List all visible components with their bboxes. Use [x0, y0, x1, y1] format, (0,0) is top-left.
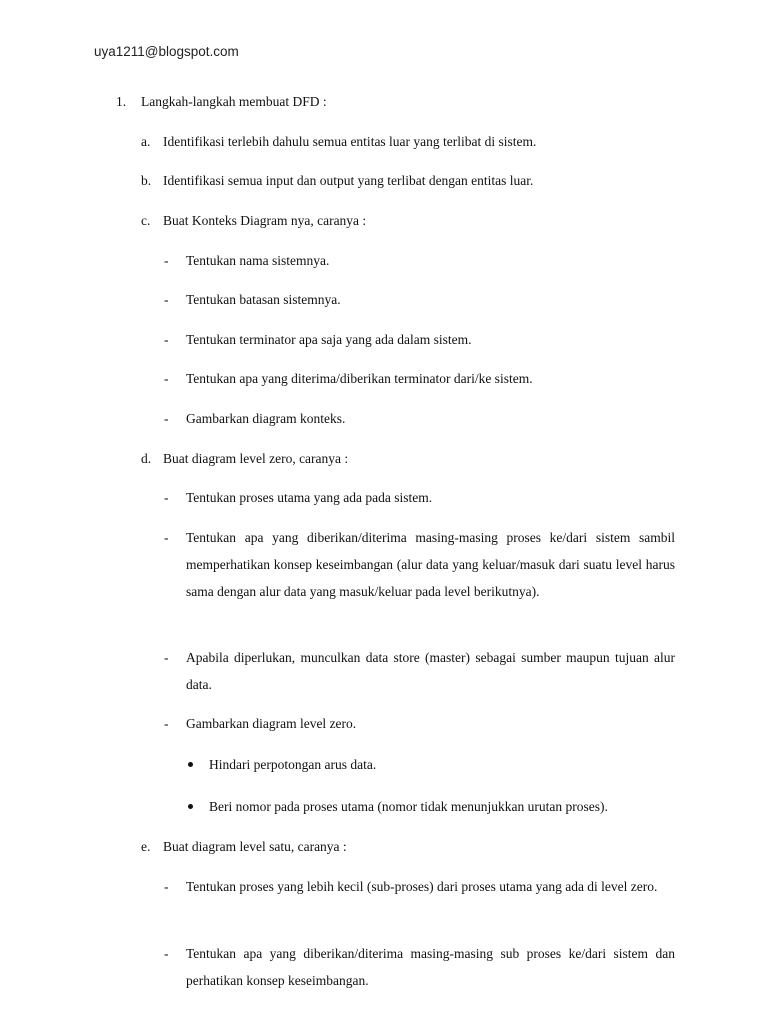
dash-marker: -	[164, 332, 169, 347]
item-c-text: Buat Konteks Diagram nya, caranya :	[163, 213, 367, 228]
item-e-marker: e.	[141, 839, 151, 854]
dash-marker: -	[164, 490, 169, 505]
d-item-4: Gambarkan diagram level zero.	[186, 716, 357, 731]
item-d-text: Buat diagram level zero, caranya :	[163, 451, 349, 466]
e-item-2: Tentukan apa yang diberikan/diterima masing-masing sub proses ke/dari sistem dan perhatikan konsep keseimbangan.	[186, 946, 675, 988]
dash-marker: -	[164, 946, 169, 961]
item-1-text: Langkah-langkah membuat DFD :	[141, 94, 327, 109]
item-e-text: Buat diagram level satu, caranya :	[163, 839, 347, 854]
c-item-5: Gambarkan diagram konteks.	[186, 411, 346, 426]
c-item-2: Tentukan batasan sistemnya.	[186, 292, 341, 307]
dash-marker: -	[164, 879, 169, 894]
d-item-3: Apabila diperlukan, munculkan data store (master) sebagai sumber maupun tujuan alur data.	[186, 650, 675, 692]
item-a-text: Identifikasi terlebih dahulu semua entitas luar yang terlibat di sistem.	[163, 134, 537, 149]
c-item-1: Tentukan nama sistemnya.	[186, 253, 330, 268]
d-item-1: Tentukan proses utama yang ada pada sistem.	[186, 490, 433, 505]
d-bullet-1: Hindari perpotongan arus data.	[209, 757, 377, 772]
dash-marker: -	[164, 411, 169, 426]
item-d-marker: d.	[141, 451, 152, 466]
d-item-2: Tentukan apa yang diberikan/diterima masing-masing proses ke/dari sistem sambil memperhatikan konsep keseimbangan (alur data yang keluar/masuk dari suatu level harus sama dengan alur data yang masuk/keluar pada level berikutnya).	[186, 530, 675, 599]
bullet-dot	[188, 804, 193, 809]
item-b-text: Identifikasi semua input dan output yang terlibat dengan entitas luar.	[163, 173, 534, 188]
dash-marker: -	[164, 292, 169, 307]
dash-marker: -	[164, 253, 169, 268]
item-a-marker: a.	[141, 134, 151, 149]
c-item-3: Tentukan terminator apa saja yang ada dalam sistem.	[186, 332, 472, 347]
item-1-number: 1.	[116, 94, 127, 109]
bullet-dot	[188, 762, 193, 767]
dash-marker: -	[164, 371, 169, 386]
item-b-marker: b.	[141, 173, 152, 188]
d-bullet-2: Beri nomor pada proses utama (nomor tidak menunjukkan urutan proses).	[209, 799, 608, 814]
dash-marker: -	[164, 650, 169, 665]
dash-marker: -	[164, 716, 169, 731]
c-item-4: Tentukan apa yang diterima/diberikan terminator dari/ke sistem.	[186, 371, 533, 386]
dash-marker: -	[164, 530, 169, 545]
e-item-1: Tentukan proses yang lebih kecil (sub-proses) dari proses utama yang ada di level zero.	[186, 879, 658, 894]
item-c-marker: c.	[141, 213, 151, 228]
header-email: uya1211@blogspot.com	[94, 44, 239, 59]
